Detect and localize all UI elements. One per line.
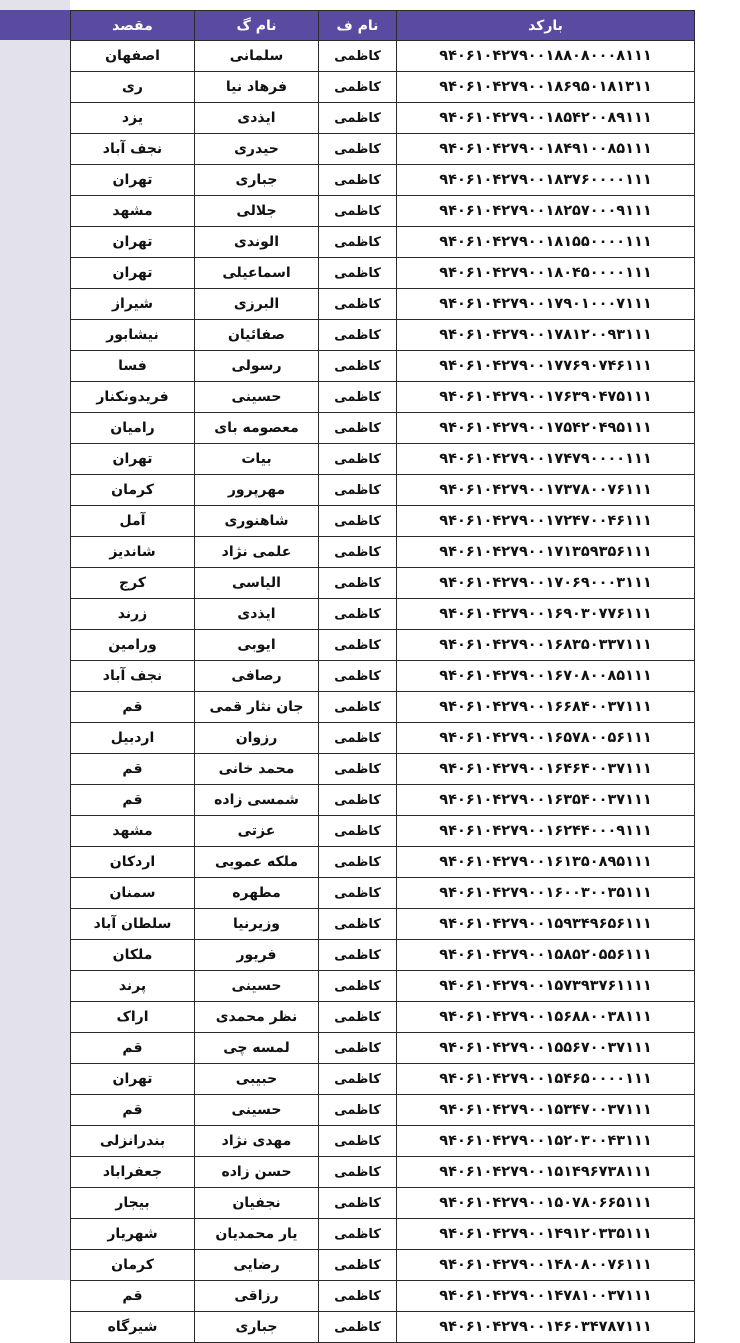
- last-name-cell: حسن زاده: [195, 1157, 319, 1188]
- table-row: [71, 661, 695, 692]
- table-row: [71, 971, 695, 1002]
- barcode-cell: ۹۴۰۶۱۰۴۲۷۹۰۰۱۶۶۸۴۰۰۳۷۱۱۱: [397, 692, 695, 723]
- destination-cell: قم: [71, 692, 195, 723]
- destination-cell: تهران: [71, 444, 195, 475]
- barcode-cell: ۹۴۰۶۱۰۴۲۷۹۰۰۱۷۴۷۹۰۰۰۰۱۱۱: [397, 444, 695, 475]
- first-name-cell: کاظمی: [319, 320, 397, 351]
- first-name-cell: کاظمی: [319, 165, 397, 196]
- first-name-cell: کاظمی: [319, 537, 397, 568]
- barcode-cell: ۹۴۰۶۱۰۴۲۷۹۰۰۱۵۰۷۸۰۶۶۵۱۱۱: [397, 1188, 695, 1219]
- last-name-cell: فریور: [195, 940, 319, 971]
- table-row: [71, 444, 695, 475]
- last-name-cell: علمی نژاد: [195, 537, 319, 568]
- first-name-cell: کاظمی: [319, 258, 397, 289]
- barcode-cell: ۹۴۰۶۱۰۴۲۷۹۰۰۱۵۳۴۷۰۰۳۷۱۱۱: [397, 1095, 695, 1126]
- last-name-cell: فرهاد نیا: [195, 72, 319, 103]
- barcode-cell: ۹۴۰۶۱۰۴۲۷۹۰۰۱۶۷۰۸۰۰۸۵۱۱۱: [397, 661, 695, 692]
- last-name-cell: رزاقی: [195, 1281, 319, 1312]
- destination-cell: نیشابور: [71, 320, 195, 351]
- destination-cell: اردکان: [71, 847, 195, 878]
- table-row: [71, 320, 695, 351]
- destination-cell: پرند: [71, 971, 195, 1002]
- last-name-cell: ایذدی: [195, 103, 319, 134]
- last-name-cell: رزوان: [195, 723, 319, 754]
- header-strip: [0, 10, 70, 40]
- first-name-cell: کاظمی: [319, 444, 397, 475]
- barcode-cell: ۹۴۰۶۱۰۴۲۷۹۰۰۱۴۶۰۳۴۷۸۷۱۱۱: [397, 1312, 695, 1343]
- barcode-cell: ۹۴۰۶۱۰۴۲۷۹۰۰۱۶۰۰۳۰۰۳۵۱۱۱: [397, 878, 695, 909]
- table-row: [71, 568, 695, 599]
- table-row: [71, 723, 695, 754]
- first-name-cell: کاظمی: [319, 351, 397, 382]
- table-row: [71, 413, 695, 444]
- table-row: [71, 103, 695, 134]
- first-name-cell: کاظمی: [319, 723, 397, 754]
- destination-cell: اراک: [71, 1002, 195, 1033]
- first-name-cell: کاظمی: [319, 227, 397, 258]
- first-name-cell: کاظمی: [319, 1188, 397, 1219]
- table-row: [71, 1312, 695, 1343]
- last-name-cell: اسماعیلی: [195, 258, 319, 289]
- destination-cell: قم: [71, 1281, 195, 1312]
- table-row: [71, 165, 695, 196]
- destination-cell: زرند: [71, 599, 195, 630]
- table-row: [71, 72, 695, 103]
- destination-cell: شاندیز: [71, 537, 195, 568]
- destination-cell: قم: [71, 785, 195, 816]
- last-name-cell: رسولی: [195, 351, 319, 382]
- table-row: [71, 382, 695, 413]
- table-row: [71, 878, 695, 909]
- barcode-cell: ۹۴۰۶۱۰۴۲۷۹۰۰۱۴۸۰۸۰۰۷۶۱۱۱: [397, 1250, 695, 1281]
- last-name-cell: جباری: [195, 165, 319, 196]
- destination-cell: قم: [71, 1095, 195, 1126]
- barcode-cell: ۹۴۰۶۱۰۴۲۷۹۰۰۱۶۵۷۸۰۰۵۶۱۱۱: [397, 723, 695, 754]
- first-name-cell: کاظمی: [319, 661, 397, 692]
- first-name-cell: کاظمی: [319, 1281, 397, 1312]
- last-name-cell: الوندی: [195, 227, 319, 258]
- barcode-cell: ۹۴۰۶۱۰۴۲۷۹۰۰۱۶۳۵۴۰۰۳۷۱۱۱: [397, 785, 695, 816]
- first-name-cell: کاظمی: [319, 72, 397, 103]
- first-name-cell: کاظمی: [319, 630, 397, 661]
- destination-cell: ورامین: [71, 630, 195, 661]
- table-row: [71, 1002, 695, 1033]
- barcode-cell: ۹۴۰۶۱۰۴۲۷۹۰۰۱۸۱۵۵۰۰۰۰۱۱۱: [397, 227, 695, 258]
- first-name-cell: کاظمی: [319, 878, 397, 909]
- first-name-cell: کاظمی: [319, 1219, 397, 1250]
- header-barcode: بارکد: [397, 11, 695, 41]
- destination-cell: نجف آباد: [71, 134, 195, 165]
- first-name-cell: کاظمی: [319, 1126, 397, 1157]
- barcode-cell: ۹۴۰۶۱۰۴۲۷۹۰۰۱۸۶۹۵۰۱۸۱۳۱۱: [397, 72, 695, 103]
- destination-cell: تهران: [71, 258, 195, 289]
- first-name-cell: کاظمی: [319, 1095, 397, 1126]
- first-name-cell: کاظمی: [319, 785, 397, 816]
- table-row: [71, 1219, 695, 1250]
- table-row: [71, 816, 695, 847]
- destination-cell: یزد: [71, 103, 195, 134]
- destination-cell: اردبیل: [71, 723, 195, 754]
- last-name-cell: سلمانی: [195, 41, 319, 72]
- barcode-cell: ۹۴۰۶۱۰۴۲۷۹۰۰۱۵۴۶۵۰۰۰۰۱۱۱: [397, 1064, 695, 1095]
- first-name-cell: کاظمی: [319, 382, 397, 413]
- first-name-cell: کاظمی: [319, 1250, 397, 1281]
- first-name-cell: کاظمی: [319, 568, 397, 599]
- destination-cell: شیرگاه: [71, 1312, 195, 1343]
- barcode-cell: ۹۴۰۶۱۰۴۲۷۹۰۰۱۷۲۴۷۰۰۴۶۱۱۱: [397, 506, 695, 537]
- barcode-cell: ۹۴۰۶۱۰۴۲۷۹۰۰۱۷۰۶۹۰۰۰۳۱۱۱: [397, 568, 695, 599]
- destination-cell: بندرانزلی: [71, 1126, 195, 1157]
- last-name-cell: ملکه عمویی: [195, 847, 319, 878]
- barcode-cell: ۹۴۰۶۱۰۴۲۷۹۰۰۱۸۳۷۶۰۰۰۰۱۱۱: [397, 165, 695, 196]
- destination-cell: شهریار: [71, 1219, 195, 1250]
- last-name-cell: ایذدی: [195, 599, 319, 630]
- destination-cell: جعفراباد: [71, 1157, 195, 1188]
- destination-cell: ری: [71, 72, 195, 103]
- table-row: [71, 1033, 695, 1064]
- last-name-cell: شمسی زاده: [195, 785, 319, 816]
- first-name-cell: کاظمی: [319, 506, 397, 537]
- barcode-cell: ۹۴۰۶۱۰۴۲۷۹۰۰۱۶۹۰۳۰۷۷۶۱۱۱: [397, 599, 695, 630]
- barcode-cell: ۹۴۰۶۱۰۴۲۷۹۰۰۱۸۸۰۸۰۰۰۸۱۱۱: [397, 41, 695, 72]
- destination-cell: ملکان: [71, 940, 195, 971]
- first-name-cell: کاظمی: [319, 599, 397, 630]
- table-header-row: [71, 11, 695, 41]
- last-name-cell: جباری: [195, 1312, 319, 1343]
- barcode-table: [70, 10, 695, 1343]
- last-name-cell: شاهنوری: [195, 506, 319, 537]
- barcode-cell: ۹۴۰۶۱۰۴۲۷۹۰۰۱۷۱۳۵۹۳۵۶۱۱۱: [397, 537, 695, 568]
- barcode-cell: ۹۴۰۶۱۰۴۲۷۹۰۰۱۶۱۳۵۰۸۹۵۱۱۱: [397, 847, 695, 878]
- last-name-cell: حسینی: [195, 1095, 319, 1126]
- barcode-cell: ۹۴۰۶۱۰۴۲۷۹۰۰۱۴۹۱۲۰۳۳۵۱۱۱: [397, 1219, 695, 1250]
- first-name-cell: کاظمی: [319, 754, 397, 785]
- destination-cell: فسا: [71, 351, 195, 382]
- last-name-cell: مهرپرور: [195, 475, 319, 506]
- destination-cell: تهران: [71, 1064, 195, 1095]
- table-row: [71, 196, 695, 227]
- last-name-cell: نجفیان: [195, 1188, 319, 1219]
- barcode-cell: ۹۴۰۶۱۰۴۲۷۹۰۰۱۵۲۰۳۰۰۴۳۱۱۱: [397, 1126, 695, 1157]
- destination-cell: سلطان آباد: [71, 909, 195, 940]
- last-name-cell: رضایی: [195, 1250, 319, 1281]
- table-row: [71, 630, 695, 661]
- table-row: [71, 1064, 695, 1095]
- destination-cell: قم: [71, 1033, 195, 1064]
- barcode-cell: ۹۴۰۶۱۰۴۲۷۹۰۰۱۵۱۴۹۶۷۳۸۱۱۱: [397, 1157, 695, 1188]
- first-name-cell: کاظمی: [319, 41, 397, 72]
- last-name-cell: عزتی: [195, 816, 319, 847]
- last-name-cell: حسینی: [195, 382, 319, 413]
- barcode-cell: ۹۴۰۶۱۰۴۲۷۹۰۰۱۵۶۸۸۰۰۳۸۱۱۱: [397, 1002, 695, 1033]
- table-row: [71, 506, 695, 537]
- barcode-cell: ۹۴۰۶۱۰۴۲۷۹۰۰۱۷۷۶۹۰۷۴۶۱۱۱: [397, 351, 695, 382]
- destination-cell: کرمان: [71, 475, 195, 506]
- last-name-cell: صفائیان: [195, 320, 319, 351]
- destination-cell: آمل: [71, 506, 195, 537]
- destination-cell: مشهد: [71, 196, 195, 227]
- barcode-cell: ۹۴۰۶۱۰۴۲۷۹۰۰۱۸۲۵۷۰۰۰۹۱۱۱: [397, 196, 695, 227]
- barcode-cell: ۹۴۰۶۱۰۴۲۷۹۰۰۱۸۵۴۲۰۰۸۹۱۱۱: [397, 103, 695, 134]
- first-name-cell: کاظمی: [319, 847, 397, 878]
- barcode-cell: ۹۴۰۶۱۰۴۲۷۹۰۰۱۷۵۴۲۰۴۹۵۱۱۱: [397, 413, 695, 444]
- barcode-cell: ۹۴۰۶۱۰۴۲۷۹۰۰۱۵۹۳۴۹۶۵۶۱۱۱: [397, 909, 695, 940]
- first-name-cell: کاظمی: [319, 1002, 397, 1033]
- last-name-cell: بیات: [195, 444, 319, 475]
- table-row: [71, 1157, 695, 1188]
- last-name-cell: لمسه چی: [195, 1033, 319, 1064]
- destination-cell: اصفهان: [71, 41, 195, 72]
- last-name-cell: رصافی: [195, 661, 319, 692]
- destination-cell: شیراز: [71, 289, 195, 320]
- barcode-cell: ۹۴۰۶۱۰۴۲۷۹۰۰۱۶۴۶۴۰۰۳۷۱۱۱: [397, 754, 695, 785]
- first-name-cell: کاظمی: [319, 196, 397, 227]
- first-name-cell: کاظمی: [319, 103, 397, 134]
- barcode-cell: ۹۴۰۶۱۰۴۲۷۹۰۰۱۷۶۳۹۰۴۷۵۱۱۱: [397, 382, 695, 413]
- barcode-cell: ۹۴۰۶۱۰۴۲۷۹۰۰۱۸۰۴۵۰۰۰۰۱۱۱: [397, 258, 695, 289]
- table-row: [71, 351, 695, 382]
- last-name-cell: جان نثار قمی: [195, 692, 319, 723]
- last-name-cell: یار محمدیان: [195, 1219, 319, 1250]
- table-row: [71, 41, 695, 72]
- table-row: [71, 227, 695, 258]
- first-name-cell: کاظمی: [319, 940, 397, 971]
- barcode-cell: ۹۴۰۶۱۰۴۲۷۹۰۰۱۶۲۴۴۰۰۰۹۱۱۱: [397, 816, 695, 847]
- barcode-cell: ۹۴۰۶۱۰۴۲۷۹۰۰۱۵۷۳۹۳۷۶۱۱۱۱: [397, 971, 695, 1002]
- destination-cell: کرج: [71, 568, 195, 599]
- destination-cell: رامیان: [71, 413, 195, 444]
- table-row: [71, 289, 695, 320]
- table-row: [71, 599, 695, 630]
- last-name-cell: نظر محمدی: [195, 1002, 319, 1033]
- first-name-cell: کاظمی: [319, 971, 397, 1002]
- table-row: [71, 537, 695, 568]
- table-row: [71, 785, 695, 816]
- first-name-cell: کاظمی: [319, 475, 397, 506]
- last-name-cell: حبیبی: [195, 1064, 319, 1095]
- table-row: [71, 1095, 695, 1126]
- table-row: [71, 847, 695, 878]
- first-name-cell: کاظمی: [319, 1064, 397, 1095]
- last-name-cell: الیاسی: [195, 568, 319, 599]
- barcode-cell: ۹۴۰۶۱۰۴۲۷۹۰۰۱۷۳۷۸۰۰۷۶۱۱۱: [397, 475, 695, 506]
- table-row: [71, 909, 695, 940]
- header-destination: مقصد: [71, 11, 195, 41]
- barcode-cell: ۹۴۰۶۱۰۴۲۷۹۰۰۱۷۹۰۱۰۰۰۷۱۱۱: [397, 289, 695, 320]
- barcode-cell: ۹۴۰۶۱۰۴۲۷۹۰۰۱۸۴۹۱۰۰۸۵۱۱۱: [397, 134, 695, 165]
- first-name-cell: کاظمی: [319, 909, 397, 940]
- last-name-cell: البرزی: [195, 289, 319, 320]
- header-last-name: نام گ: [195, 11, 319, 41]
- first-name-cell: کاظمی: [319, 289, 397, 320]
- header-first-name: نام ف: [319, 11, 397, 41]
- last-name-cell: معصومه بای: [195, 413, 319, 444]
- barcode-cell: ۹۴۰۶۱۰۴۲۷۹۰۰۱۵۵۶۷۰۰۳۷۱۱۱: [397, 1033, 695, 1064]
- table-row: [71, 754, 695, 785]
- last-name-cell: ایوبی: [195, 630, 319, 661]
- first-name-cell: کاظمی: [319, 1157, 397, 1188]
- table-row: [71, 134, 695, 165]
- side-panel: [0, 0, 70, 1280]
- table-row: [71, 1250, 695, 1281]
- table-row: [71, 258, 695, 289]
- first-name-cell: کاظمی: [319, 816, 397, 847]
- destination-cell: مشهد: [71, 816, 195, 847]
- table-row: [71, 1188, 695, 1219]
- last-name-cell: وزیرنیا: [195, 909, 319, 940]
- last-name-cell: محمد خانی: [195, 754, 319, 785]
- table-row: [71, 940, 695, 971]
- barcode-cell: ۹۴۰۶۱۰۴۲۷۹۰۰۱۷۸۱۲۰۰۹۳۱۱۱: [397, 320, 695, 351]
- last-name-cell: حسینی: [195, 971, 319, 1002]
- destination-cell: تهران: [71, 227, 195, 258]
- destination-cell: بیجار: [71, 1188, 195, 1219]
- last-name-cell: مهدی نژاد: [195, 1126, 319, 1157]
- table-row: [71, 1126, 695, 1157]
- table-row: [71, 1281, 695, 1312]
- table-row: [71, 475, 695, 506]
- table-row: [71, 692, 695, 723]
- destination-cell: قم: [71, 754, 195, 785]
- destination-cell: کرمان: [71, 1250, 195, 1281]
- barcode-cell: ۹۴۰۶۱۰۴۲۷۹۰۰۱۵۸۵۲۰۵۵۶۱۱۱: [397, 940, 695, 971]
- first-name-cell: کاظمی: [319, 692, 397, 723]
- first-name-cell: کاظمی: [319, 413, 397, 444]
- destination-cell: فریدونکنار: [71, 382, 195, 413]
- destination-cell: نجف آباد: [71, 661, 195, 692]
- barcode-cell: ۹۴۰۶۱۰۴۲۷۹۰۰۱۶۸۳۵۰۳۳۷۱۱۱: [397, 630, 695, 661]
- destination-cell: تهران: [71, 165, 195, 196]
- destination-cell: سمنان: [71, 878, 195, 909]
- last-name-cell: مطهره: [195, 878, 319, 909]
- barcode-cell: ۹۴۰۶۱۰۴۲۷۹۰۰۱۴۷۸۱۰۰۳۷۱۱۱: [397, 1281, 695, 1312]
- first-name-cell: کاظمی: [319, 1312, 397, 1343]
- first-name-cell: کاظمی: [319, 1033, 397, 1064]
- last-name-cell: حیدری: [195, 134, 319, 165]
- last-name-cell: جلالی: [195, 196, 319, 227]
- first-name-cell: کاظمی: [319, 134, 397, 165]
